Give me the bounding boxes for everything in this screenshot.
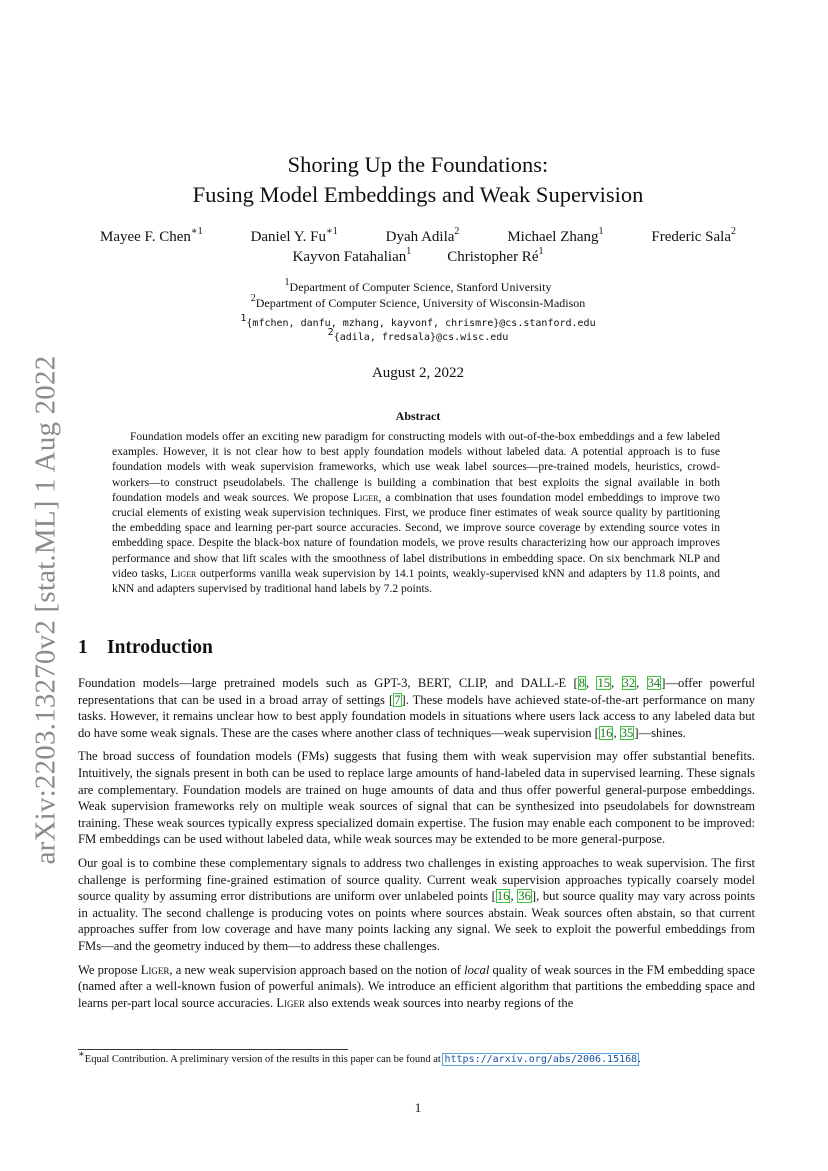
author: Kayvon Fatahalian$^1$: [292, 246, 412, 265]
citation-link[interactable]: 32: [622, 676, 636, 690]
method-name: Liger: [170, 567, 197, 580]
affiliation: $^2$Department of Computer Science, University of Wisconsin-Madison: [250, 293, 586, 310]
citation-link[interactable]: 8: [578, 676, 585, 690]
title-line-1: Shoring Up the Foundations:: [287, 152, 549, 177]
citation-link[interactable]: 7: [394, 692, 401, 707]
abstract-heading: Abstract: [395, 409, 441, 423]
section-number: 1: [78, 637, 88, 658]
author: Christopher $Ré^1$: [447, 246, 544, 265]
author: Michael Zhang$^1$: [507, 226, 604, 245]
arxiv-sidebar-stamp: [16, 355, 76, 865]
citation-link[interactable]: 16: [496, 889, 510, 904]
email-line: $^2${adila, fredsala}@cs.wisc.edu: [327, 326, 509, 343]
citation-link[interactable]: 15: [597, 676, 611, 690]
author: Mayee F. Chen$^{∗1}$: [100, 226, 203, 245]
citation-link[interactable]: 35: [620, 725, 634, 740]
author: Dyah Adila$^2$: [385, 226, 460, 245]
affiliations: [78, 279, 758, 311]
paragraph: The broad success of foundation models (FMs) suggests that fusing them with weak supervision may offer substantial benefits. Intuitively, the signals present in both can be used to replace large amounts of hand-labeled data in supervised learning. These signals are complementary. Foundation models are trained on huge amounts of data and thus offer powerful general-purpose embeddings. Weak supervision frameworks rely on multiple weak sources of signal that can be synthesized into pseudolabels for downstream training. These weak sources typically express specialized domain expertise. The fusion may enable each component to be improved: FM embeddings can be used without labeled data, while weak sources may be extended to be more general-purpose.: [78, 749, 755, 847]
body-text: [78, 675, 755, 1018]
publication-date: August 2, 2022: [371, 365, 465, 381]
section-heading: [78, 637, 213, 659]
author: Daniel Y. $Fu^{∗1}$: [250, 226, 338, 245]
abstract-body: Foundation models offer an exciting new paradigm for constructing models with out-of-the-box embeddings and a few labeled examples. However, it is not clear how to best apply foundation models without labeled data. A potential approach is to fuse foundation models with weak supervision frameworks, which use weak label sources—pre-trained models, heuristics, crowd-workers—to construct pseudolabels. The challenge is building a combination that best exploits the signal available in both foundation models and weak sources. We propose Liger, a combination that uses foundation model embeddings to improve two crucial elements of existing weak supervision techniques. First, we produce finer estimates of weak source quality by partitioning the embedding space and learning per-part source accuracies. Second, we improve source coverage by extending source votes in embedding space. Despite the black-box nature of foundation models, we prove results characterizing how our approach improves performance and show that lift scales with the smoothness of label distributions in embedding space. On six benchmark NLP and video tasks, Liger outperforms vanilla weak supervision by 14.1 points, weakly-supervised kNN and adapters by 11.8 points, and kNN and adapters supervised by traditional hand labels by 7.2 points.: [112, 431, 720, 596]
paragraph: Our goal is to combine these complementary signals to address two challenges in existing approaches to weak supervision. The first challenge is performing fine-grained estimation of source quality. Current weak supervision approaches typically coarsely model source quality by assuming error distributions are uniform over unlabeled points [16, 36], but source quality may vary across points in actuality. The second challenge is producing votes on points where sources abstain. Weak sources often abstain, so that current approaches suffer from low coverage and have many points lacking any signal. We seek to exploit the powerful embeddings from FMs—and the geometry induced by them—to address these challenges.: [78, 855, 756, 953]
author-emails: [78, 312, 758, 345]
footnote-divider: [78, 1049, 348, 1050]
method-name: Liger: [140, 962, 170, 977]
method-name: Liger: [276, 995, 306, 1010]
arxiv-identifier: arXiv:2203.13270v2 [stat.ML] 1 Aug 2022: [29, 355, 62, 865]
footnote: ∗Equal Contribution. A preliminary version of the results in this paper can be found at https://arxiv.org/abs/2006.15168.: [78, 1048, 641, 1065]
section-title: Introduction: [107, 637, 213, 658]
author: Frederic Sala$^2$: [651, 226, 736, 245]
title-line-2: Fusing Model Embeddings and Weak Supervision: [192, 182, 644, 207]
footnote-url-link[interactable]: https://arxiv.org/abs/2006.15168: [444, 1054, 638, 1065]
affiliation: $^1$Department of Computer Science, Stanford University: [284, 277, 552, 294]
method-name: Liger: [352, 491, 379, 504]
paragraph: We propose Liger, a new weak supervision approach based on the notion of local quality of weak sources in the FM embedding space (named after a well-known fusion of powerful animals). We introduce an efficient algorithm that partitions the embedding space and learns per-part local source accuracies. Liger also extends weak sources into nearby regions of the: [78, 962, 755, 1010]
page-number: 1: [414, 1100, 422, 1115]
author-list: [78, 228, 758, 267]
citation-link[interactable]: 34: [647, 676, 661, 690]
citation-link[interactable]: 16: [599, 725, 613, 740]
paragraph: Foundation models—large pretrained models such as GPT-3, BERT, CLIP, and DALL-E [8, 15, 32, 34]—offer powerful representations that can be used in a broad array of settings [7]. These models have achieved state-of-the-art performance on many tasks. However, it remains unclear how to best apply foundation models in situations where users lack access to any labeled data but do have some weak signals. These are the cases where another class of techniques—weak supervision [16, 35]—shines.: [78, 676, 756, 740]
email-line: $^1${mfchen, danfu, mzhang, kayvonf, chrismre}@cs.stanford.edu: [240, 312, 596, 329]
citation-link[interactable]: 36: [518, 889, 531, 904]
paper-title: [78, 150, 758, 210]
